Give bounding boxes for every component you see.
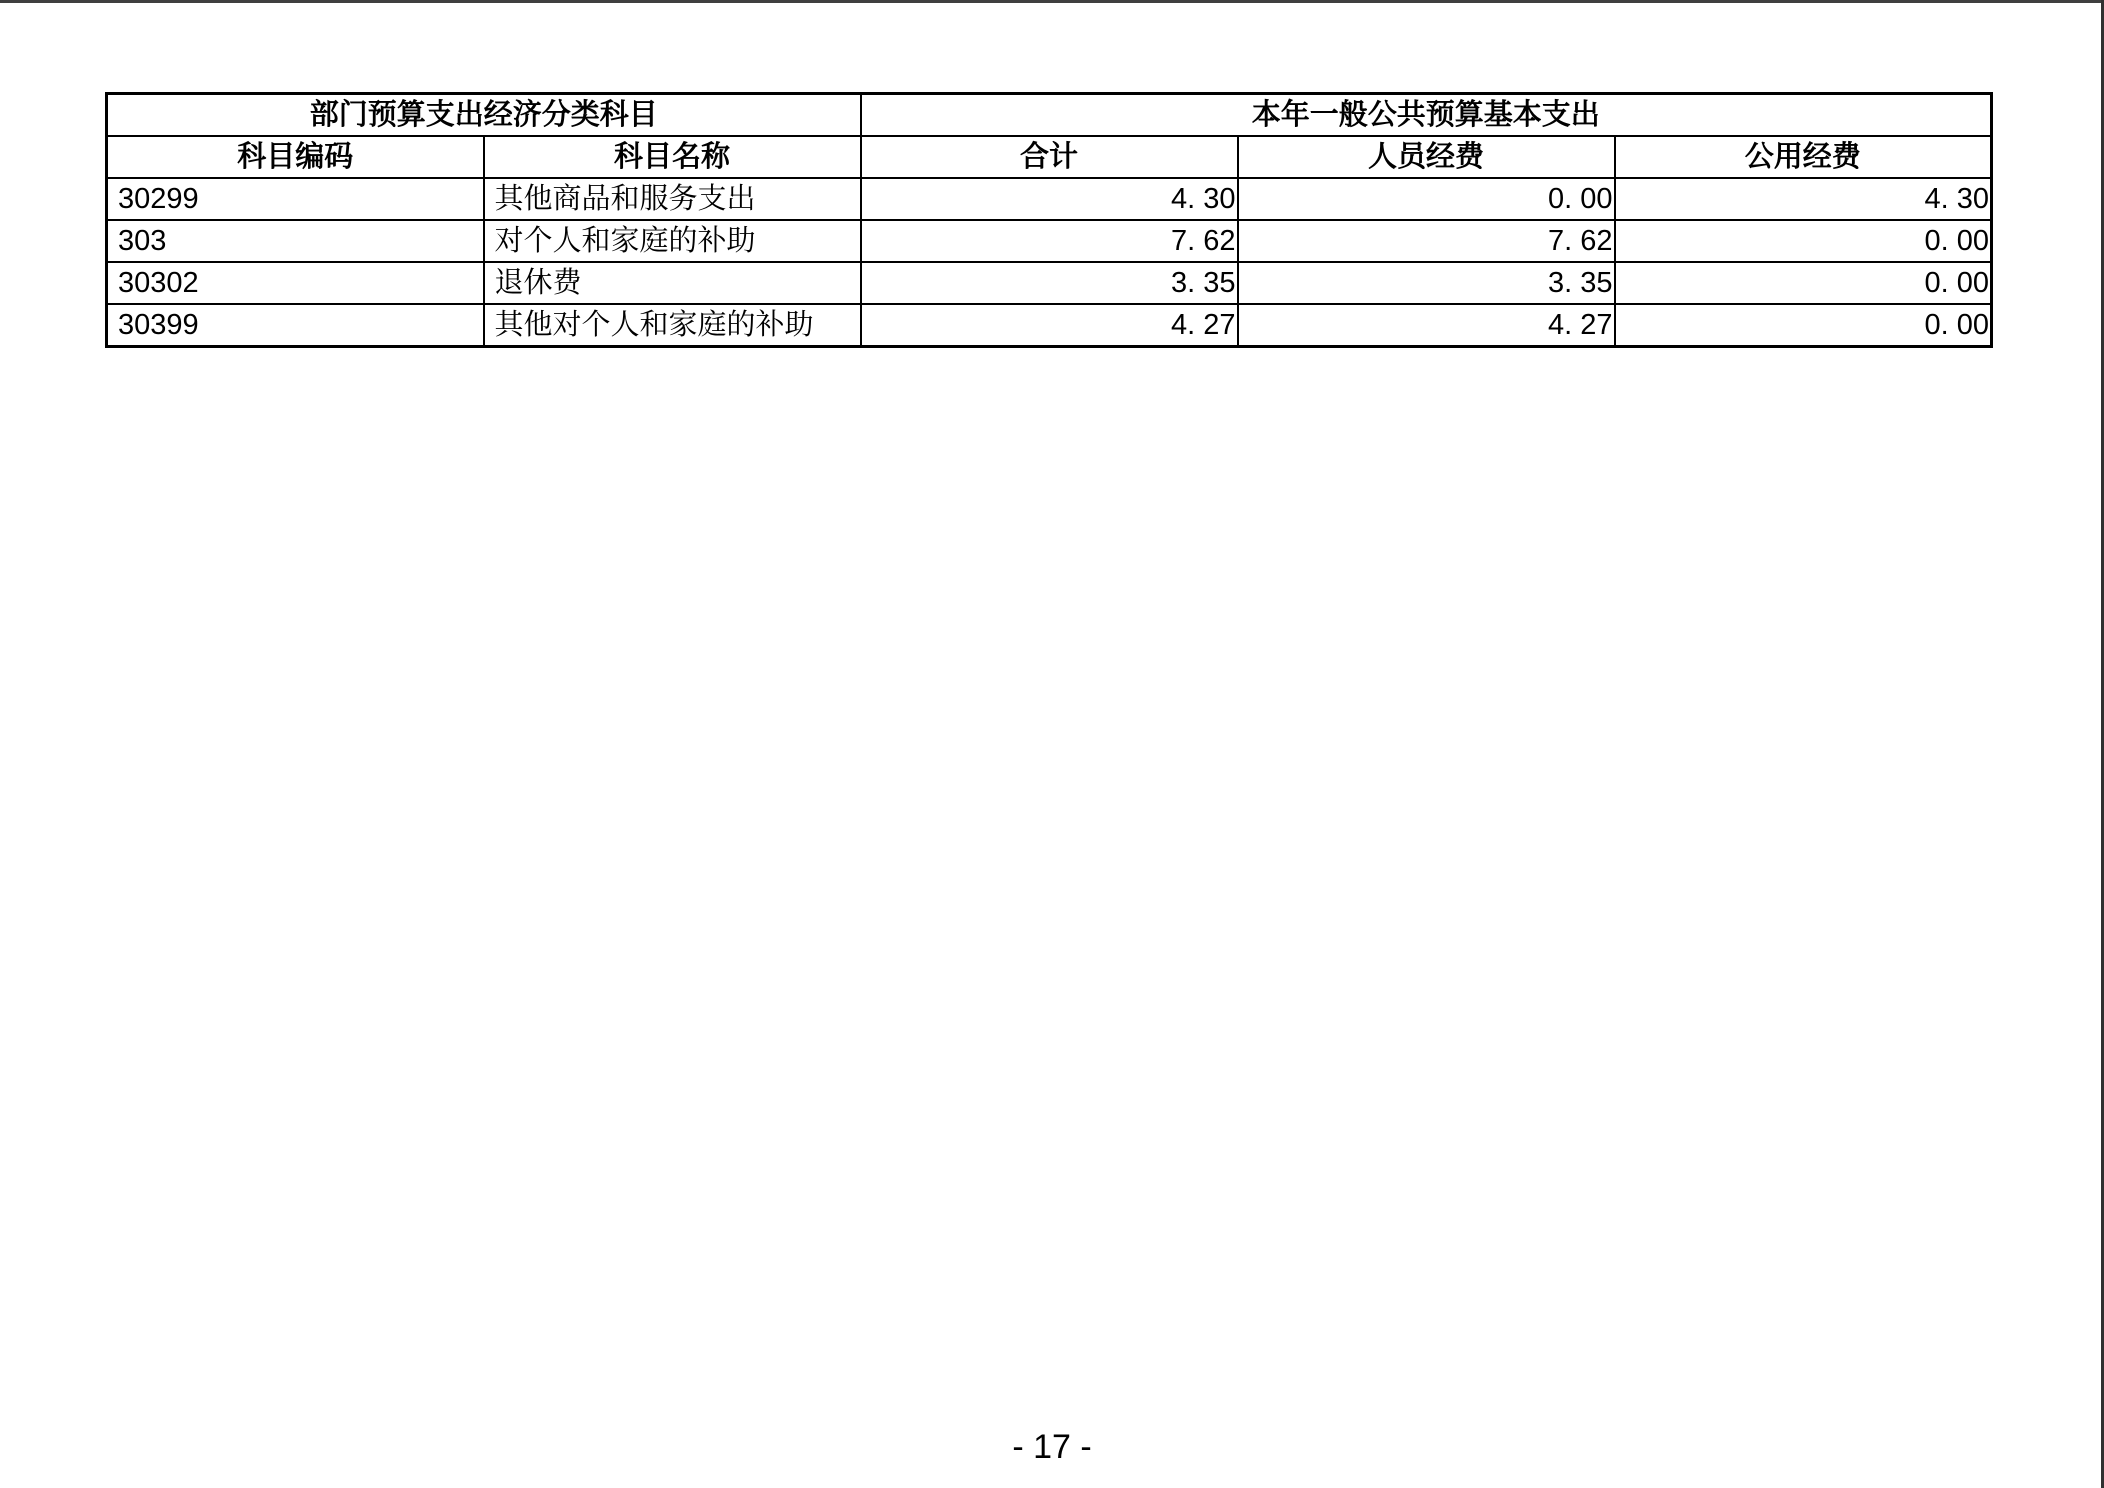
personnel-funds-cell: 7. 62 (1238, 220, 1615, 262)
total-cell: 4. 27 (861, 304, 1238, 347)
total-cell: 4. 30 (861, 178, 1238, 220)
subject-code-cell: 30399 (107, 304, 484, 347)
column-header-total: 合计 (861, 136, 1238, 178)
public-funds-cell: 0. 00 (1615, 262, 1992, 304)
table-row (107, 178, 1992, 220)
subject-code-cell: 30299 (107, 178, 484, 220)
group-header-row (107, 94, 1992, 137)
column-header-row (107, 136, 1992, 178)
table-row (107, 220, 1992, 262)
table-row (107, 262, 1992, 304)
column-header-public-funds: 公用经费 (1615, 136, 1992, 178)
public-funds-cell: 0. 00 (1615, 220, 1992, 262)
column-header-personnel-funds: 人员经费 (1238, 136, 1615, 178)
public-funds-cell: 0. 00 (1615, 304, 1992, 347)
window-top-edge (0, 0, 2104, 3)
page-number: - 17 - (1012, 1428, 1092, 1466)
budget-table (105, 92, 1993, 348)
column-header-subject-code: 科目编码 (107, 136, 484, 178)
personnel-funds-cell: 4. 27 (1238, 304, 1615, 347)
public-funds-cell: 4. 30 (1615, 178, 1992, 220)
column-header-subject-name: 科目名称 (484, 136, 861, 178)
subject-name-cell: 对个人和家庭的补助 (484, 220, 861, 262)
subject-code-cell: 30302 (107, 262, 484, 304)
table-row (107, 304, 1992, 347)
personnel-funds-cell: 0. 00 (1238, 178, 1615, 220)
personnel-funds-cell: 3. 35 (1238, 262, 1615, 304)
total-cell: 7. 62 (861, 220, 1238, 262)
group-header-basic-expenditure: 本年一般公共预算基本支出 (861, 94, 1992, 137)
total-cell: 3. 35 (861, 262, 1238, 304)
subject-name-cell: 退休费 (484, 262, 861, 304)
subject-name-cell: 其他对个人和家庭的补助 (484, 304, 861, 347)
group-header-economic-classification: 部门预算支出经济分类科目 (107, 94, 861, 137)
subject-code-cell: 303 (107, 220, 484, 262)
subject-name-cell: 其他商品和服务支出 (484, 178, 861, 220)
